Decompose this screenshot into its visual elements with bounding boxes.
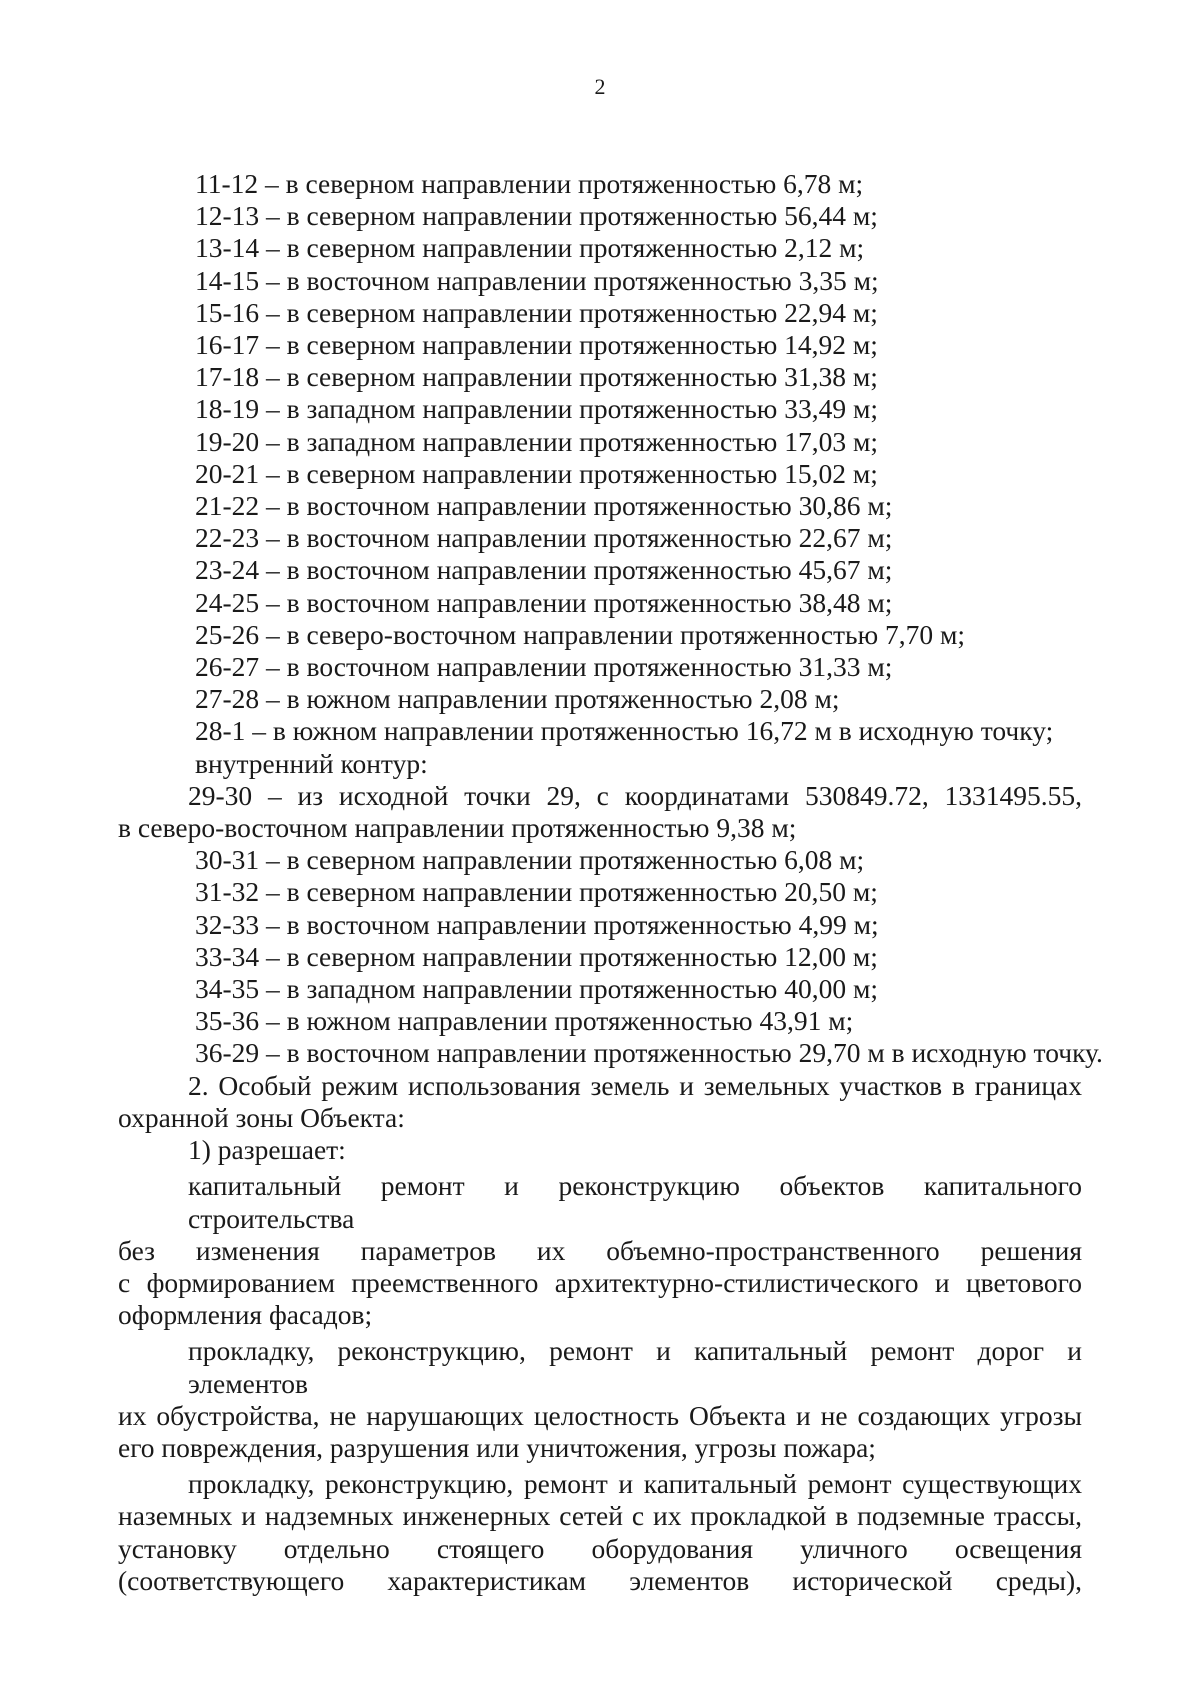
- boundary-segment: 14-15 – в восточном направлении протяженностью 3,35 м;: [195, 264, 879, 296]
- paragraph-roads: [118, 1335, 1082, 1464]
- boundary-segment: 32-33 – в восточном направлении протяженностью 4,99 м;: [195, 908, 879, 940]
- inner-start-line-2: в северо-восточном направлении протяженностью 9,38 м;: [118, 812, 797, 844]
- paragraph-capital-repair: [118, 1170, 1082, 1331]
- paragraph-line: (соответствующего характеристикам элементов исторической среды),: [118, 1564, 1082, 1596]
- boundary-segment: 33-34 – в северном направлении протяженностью 12,00 м;: [195, 940, 878, 972]
- boundary-segment: 24-25 – в восточном направлении протяженностью 38,48 м;: [195, 586, 893, 618]
- boundary-segment: 30-31 – в северном направлении протяженностью 6,08 м;: [195, 844, 865, 876]
- boundary-segment: 25-26 – в северо-восточном направлении протяженностью 7,70 м;: [195, 618, 966, 650]
- boundary-segment: 18-19 – в западном направлении протяженностью 33,49 м;: [195, 393, 879, 425]
- item-1-label: 1) разрешает:: [188, 1134, 346, 1166]
- paragraph-line: их обустройства, не нарушающих целостность Объекта и не создающих угрозы: [118, 1399, 1082, 1431]
- boundary-segment: 28-1 – в южном направлении протяженностью 16,72 м в исходную точку;: [195, 715, 1054, 747]
- boundary-segment: 21-22 – в восточном направлении протяженностью 30,86 м;: [195, 490, 893, 522]
- boundary-segment: 13-14 – в северном направлении протяженностью 2,12 м;: [195, 232, 865, 264]
- paragraph-line: без изменения параметров их объемно-пространственного решения: [118, 1234, 1082, 1266]
- paragraph-engineering-networks: [118, 1468, 1082, 1597]
- boundary-segment: 23-24 – в восточном направлении протяженностью 45,67 м;: [195, 554, 893, 586]
- paragraph-line: установку отдельно стоящего оборудования уличного освещения: [118, 1532, 1082, 1564]
- document-body: [118, 168, 1103, 1597]
- boundary-segment: 19-20 – в западном направлении протяженностью 17,03 м;: [195, 425, 879, 457]
- boundary-segment: 17-18 – в северном направлении протяженностью 31,38 м;: [195, 361, 878, 393]
- inner-contour-label: внутренний контур:: [195, 747, 428, 779]
- section-2-line-2: охранной зоны Объекта:: [118, 1101, 405, 1133]
- boundary-segment: 20-21 – в северном направлении протяженностью 15,02 м;: [195, 457, 878, 489]
- paragraph-line: оформления фасадов;: [118, 1299, 373, 1331]
- paragraph-line: его повреждения, разрушения или уничтожения, угрозы пожара;: [118, 1431, 876, 1463]
- boundary-segment: 22-23 – в восточном направлении протяженностью 22,67 м;: [195, 522, 893, 554]
- inner-start-line-1: 29-30 – из исходной точки 29, с координатами 530849.72, 1331495.55,: [188, 779, 1082, 811]
- boundary-segment: 31-32 – в северном направлении протяженностью 20,50 м;: [195, 876, 878, 908]
- boundary-segment: 34-35 – в западном направлении протяженностью 40,00 м;: [195, 973, 879, 1005]
- boundary-segment: 16-17 – в северном направлении протяженностью 14,92 м;: [195, 329, 878, 361]
- page-number: 2: [594, 74, 606, 99]
- paragraph-line: капитальный ремонт и реконструкцию объектов капитального строительства: [188, 1170, 1082, 1234]
- paragraph-line: прокладку, реконструкцию, ремонт и капитальный ремонт дорог и элементов: [188, 1335, 1082, 1399]
- boundary-segment: 15-16 – в северном направлении протяженностью 22,94 м;: [195, 296, 878, 328]
- boundary-segment: 26-27 – в восточном направлении протяженностью 31,33 м;: [195, 651, 893, 683]
- inner-contour-segments: [118, 844, 1103, 1069]
- boundary-segment: 36-29 – в восточном направлении протяженностью 29,70 м в исходную точку.: [195, 1037, 1103, 1069]
- boundary-segment: 27-28 – в южном направлении протяженностью 2,08 м;: [195, 683, 840, 715]
- paragraph-line: наземных и надземных инженерных сетей с их прокладкой в подземные трассы,: [118, 1500, 1082, 1532]
- paragraph-line: прокладку, реконструкцию, ремонт и капитальный ремонт существующих: [188, 1468, 1082, 1500]
- paragraph-line: с формированием преемственного архитектурно-стилистического и цветового: [118, 1266, 1082, 1298]
- boundary-segment: 12-13 – в северном направлении протяженностью 56,44 м;: [195, 200, 878, 232]
- boundary-segment: 11-12 – в северном направлении протяженностью 6,78 м;: [195, 168, 864, 199]
- boundary-segment: 35-36 – в южном направлении протяженностью 43,91 м;: [195, 1005, 854, 1037]
- outer-contour-segments: [118, 168, 1082, 748]
- section-2-line-1: 2. Особый режим использования земель и земельных участков в границах: [188, 1069, 1082, 1101]
